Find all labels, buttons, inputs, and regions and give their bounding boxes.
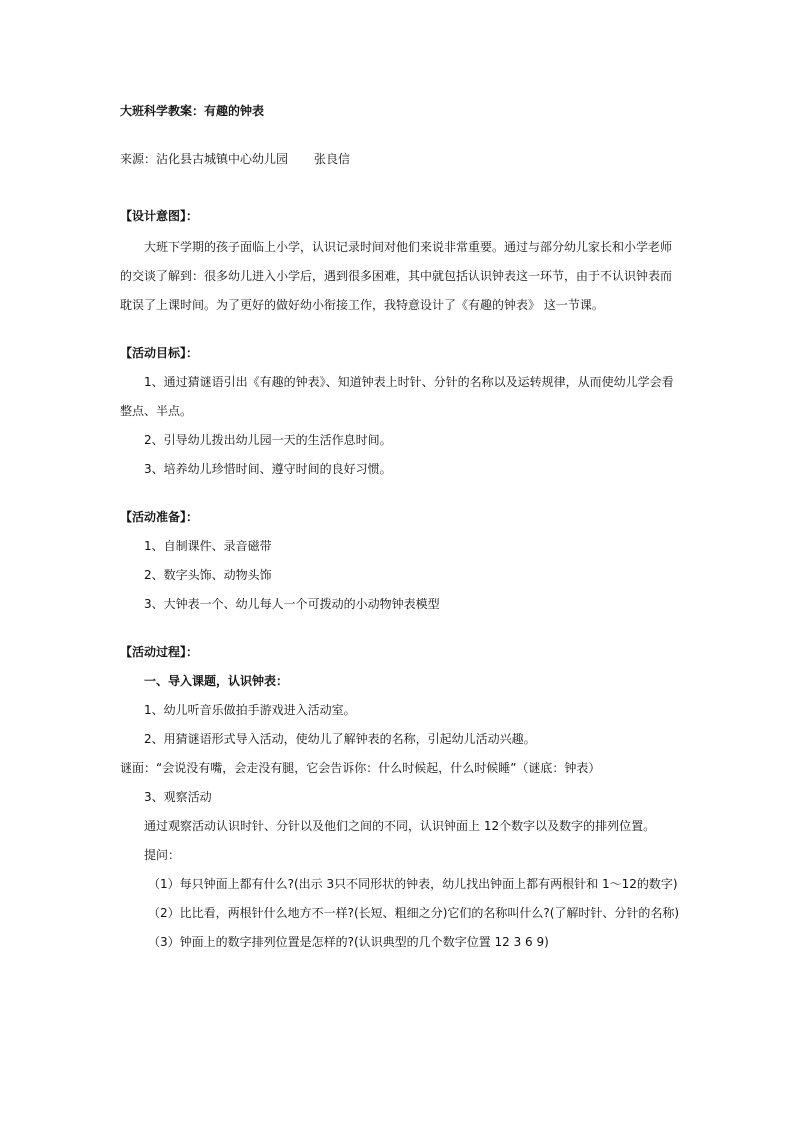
design-line-3: 耽误了上课时间。为了更好的做好幼小衔接工作，我特意设计了《有趣的钟表》 这一节课。 <box>120 298 604 312</box>
prep-item-2: 2、数字头饰、动物头饰 <box>144 568 272 582</box>
goal-1-line-1: 1、通过猜谜语引出《有趣的钟表》、知道钟表上时针、分针的名称以及运转规律，从而使幼儿学会看 <box>144 375 674 389</box>
design-line-2: 的交谈了解到：很多幼儿进入小学后，遇到很多困难，其中就包括认识钟表这一环节，由于不认识钟表而 <box>120 269 673 283</box>
question-1: （1）每只钟面上都有什么?(出示 3只不同形状的钟表，幼儿找出钟面上都有两根针和 1～12的数字) <box>148 877 678 891</box>
design-heading: 【设计意图】： <box>120 209 199 223</box>
goal-3: 3、培养幼儿珍惜时间、遵守时间的良好习惯。 <box>144 462 392 476</box>
question-2: （2）比比看，两根针什么地方不一样?(长短、粗细之分)它们的名称叫什么?(了解时针、分针的名称) <box>148 906 680 920</box>
observe-line: 通过观察活动认识时针、分针以及他们之间的不同，认识钟面上 12个数字以及数字的排列位置。 <box>144 819 656 833</box>
process-heading: 【活动过程】： <box>120 645 199 659</box>
prep-item-1: 1、自制课件、录音磁带 <box>144 539 272 553</box>
goal-2: 2、引导幼儿拨出幼儿园一天的生活作息时间。 <box>144 433 392 447</box>
process-section-1: 一、导入课题，认识钟表： <box>144 674 289 688</box>
process-step-2: 2、用猜谜语形式导入活动，使幼儿了解钟表的名称，引起幼儿活动兴趣。 <box>144 732 536 746</box>
process-step-3: 3、观察活动 <box>144 790 212 804</box>
process-step-1: 1、幼儿听音乐做拍手游戏进入活动室。 <box>144 703 356 717</box>
source-line <box>120 151 350 167</box>
prep-item-3: 3、大钟表一个、幼儿每人一个可拨动的小动物钟表模型 <box>144 597 440 611</box>
design-line-1: 大班下学期的孩子面临上小学，认识记录时间对他们来说非常重要。通过与部分幼儿家长和小学老师 <box>144 240 673 254</box>
ask-line: 提问： <box>144 848 181 862</box>
author-name: 张良信 <box>314 152 351 166</box>
goal-1-line-2: 整点、半点。 <box>120 404 193 418</box>
prep-heading: 【活动准备】： <box>120 510 199 524</box>
question-3: （3）钟面上的数字排列位置是怎样的?(认识典型的几个数字位置 12 3 6 9) <box>148 935 549 949</box>
source-label: 来源：沾化县古城镇中心幼儿园 <box>120 152 289 166</box>
riddle-line: 谜面：“会说没有嘴，会走没有腿，它会告诉你：什么时候起，什么时候睡”（谜底：钟表） <box>120 761 601 775</box>
document-title: 大班科学教案：有趣的钟表 <box>120 104 265 118</box>
goals-heading: 【活动目标】： <box>120 346 199 360</box>
